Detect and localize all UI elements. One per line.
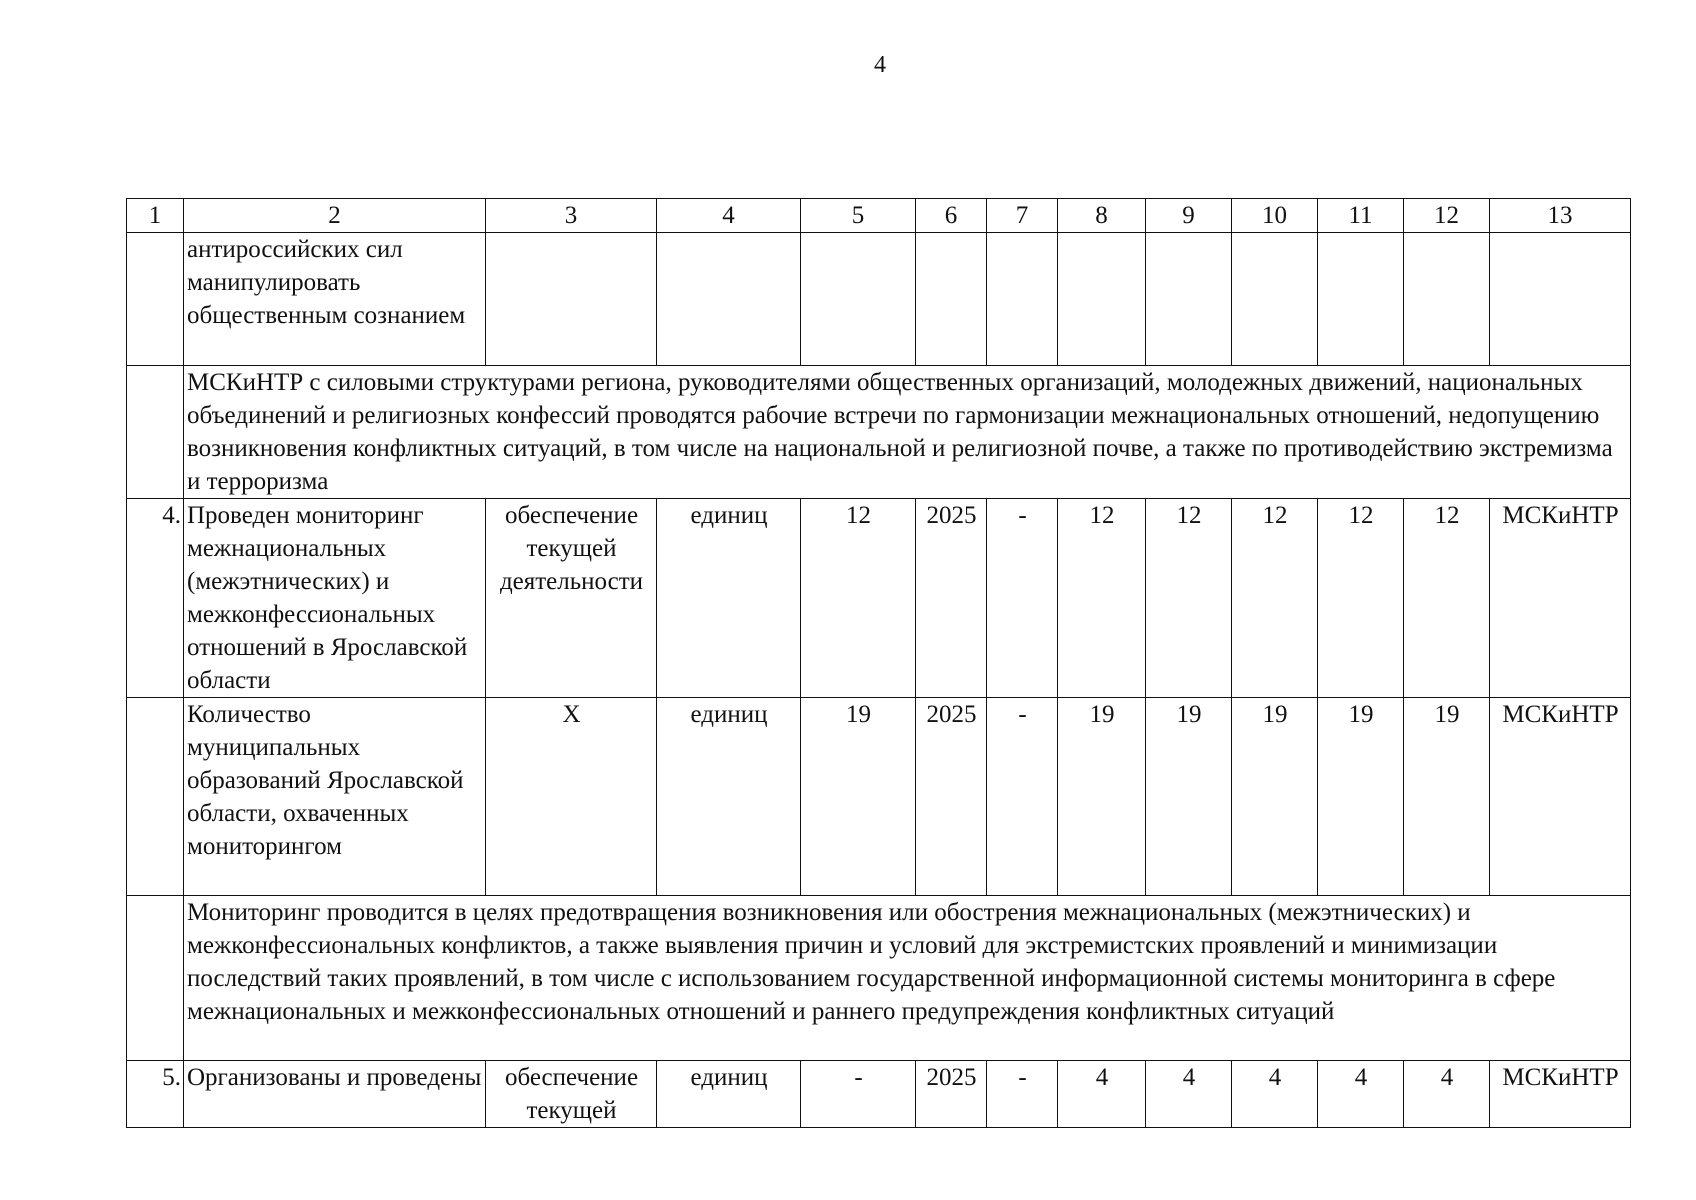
note-text: Мониторинг проводится в целях предотвращения возникновения или обострения межнациональных (межэтнических) и межконфессиональных конфликтов, а также выявления причин и условий для экстремистских проявлений и минимизации последствий таких проявлений, в том числе с использованием государственной информационной системы мониторинга в сфере межнациональных и межконфессиональных отношений и раннего предупреждения конфликтных ситуаций [184, 896, 1631, 1061]
target-value: 12 [1232, 499, 1318, 698]
target-value: 4 [1232, 1061, 1318, 1128]
table-row [127, 499, 1631, 698]
table-row-note [127, 896, 1631, 1061]
table-cell [1058, 233, 1146, 366]
header-cell: 13 [1490, 199, 1631, 233]
target-value: 12 [1146, 499, 1232, 698]
header-cell: 9 [1146, 199, 1232, 233]
target-value: 19 [1146, 698, 1232, 896]
target-value: 4 [1318, 1061, 1404, 1128]
target-value: 12 [1058, 499, 1146, 698]
table-header-row [127, 199, 1631, 233]
unit: единиц [657, 499, 801, 698]
base-year: 2025 [916, 499, 987, 698]
row-number [127, 233, 184, 366]
row-number [127, 698, 184, 896]
header-cell: 1 [127, 199, 184, 233]
header-cell: 10 [1232, 199, 1318, 233]
funding-source: обеспечение текущей деятельности [486, 499, 657, 698]
funding-source: Х [486, 698, 657, 896]
target-value: 19 [1318, 698, 1404, 896]
base-year: 2025 [916, 1061, 987, 1128]
target-value: 19 [1058, 698, 1146, 896]
target-value: 12 [1318, 499, 1404, 698]
header-cell: 7 [987, 199, 1058, 233]
responsible: МСКиНТР [1490, 1061, 1631, 1128]
responsible: МСКиНТР [1490, 698, 1631, 896]
unit: единиц [657, 698, 801, 896]
table-cell [1404, 233, 1490, 366]
target-value: 4 [1058, 1061, 1146, 1128]
table-row-note [127, 366, 1631, 499]
base-value: 19 [801, 698, 916, 896]
header-cell: 6 [916, 199, 987, 233]
target-value: 19 [1232, 698, 1318, 896]
table-cell [1318, 233, 1404, 366]
indicators-table [126, 198, 1631, 1128]
unit: единиц [657, 1061, 801, 1128]
target-value: 19 [1404, 698, 1490, 896]
table-row [127, 1061, 1631, 1128]
row-number: 5. [127, 1061, 184, 1128]
row-number: 4. [127, 499, 184, 698]
table-cell [486, 233, 657, 366]
header-cell: 12 [1404, 199, 1490, 233]
target-value: 4 [1404, 1061, 1490, 1128]
target-value: 4 [1146, 1061, 1232, 1128]
table-cell [1146, 233, 1232, 366]
table-cell [801, 233, 916, 366]
responsible: МСКиНТР [1490, 499, 1631, 698]
table-row [127, 698, 1631, 896]
table-cell [127, 366, 184, 499]
table-cell [1232, 233, 1318, 366]
base-value: - [801, 1061, 916, 1128]
base-value: 12 [801, 499, 916, 698]
table-cell: - [987, 1061, 1058, 1128]
funding-source: обеспечение текущей [486, 1061, 657, 1128]
table-cell [657, 233, 801, 366]
indicator-name: Организованы и проведены [184, 1061, 486, 1128]
header-cell: 2 [184, 199, 486, 233]
target-value: 12 [1404, 499, 1490, 698]
base-year: 2025 [916, 698, 987, 896]
indicator-name: Количество муниципальных образований Ярославской области, охваченных мониторингом [184, 698, 486, 896]
table-cell: - [987, 499, 1058, 698]
table-cell [987, 233, 1058, 366]
header-cell: 3 [486, 199, 657, 233]
table-row [127, 233, 1631, 366]
table-cell [1490, 233, 1631, 366]
table-cell: - [987, 698, 1058, 896]
table-cell [127, 896, 184, 1061]
indicator-name: антироссийских сил манипулировать общественным сознанием [184, 233, 486, 366]
indicator-name: Проведен мониторинг межнациональных (межэтнических) и межконфессиональных отношений в Ярославской области [184, 499, 486, 698]
header-cell: 11 [1318, 199, 1404, 233]
page-number: 4 [874, 52, 886, 78]
table-cell [916, 233, 987, 366]
header-cell: 8 [1058, 199, 1146, 233]
note-text: МСКиНТР с силовыми структурами региона, руководителями общественных организаций, молодежных движений, национальных объединений и религиозных конфессий проводятся рабочие встречи по гармонизации межнациональных отношений, недопущению возникновения конфликтных ситуаций, в том числе на национальной и религиозной почве, а также по противодействию экстремизма и терроризма [184, 366, 1631, 499]
header-cell: 5 [801, 199, 916, 233]
header-cell: 4 [657, 199, 801, 233]
